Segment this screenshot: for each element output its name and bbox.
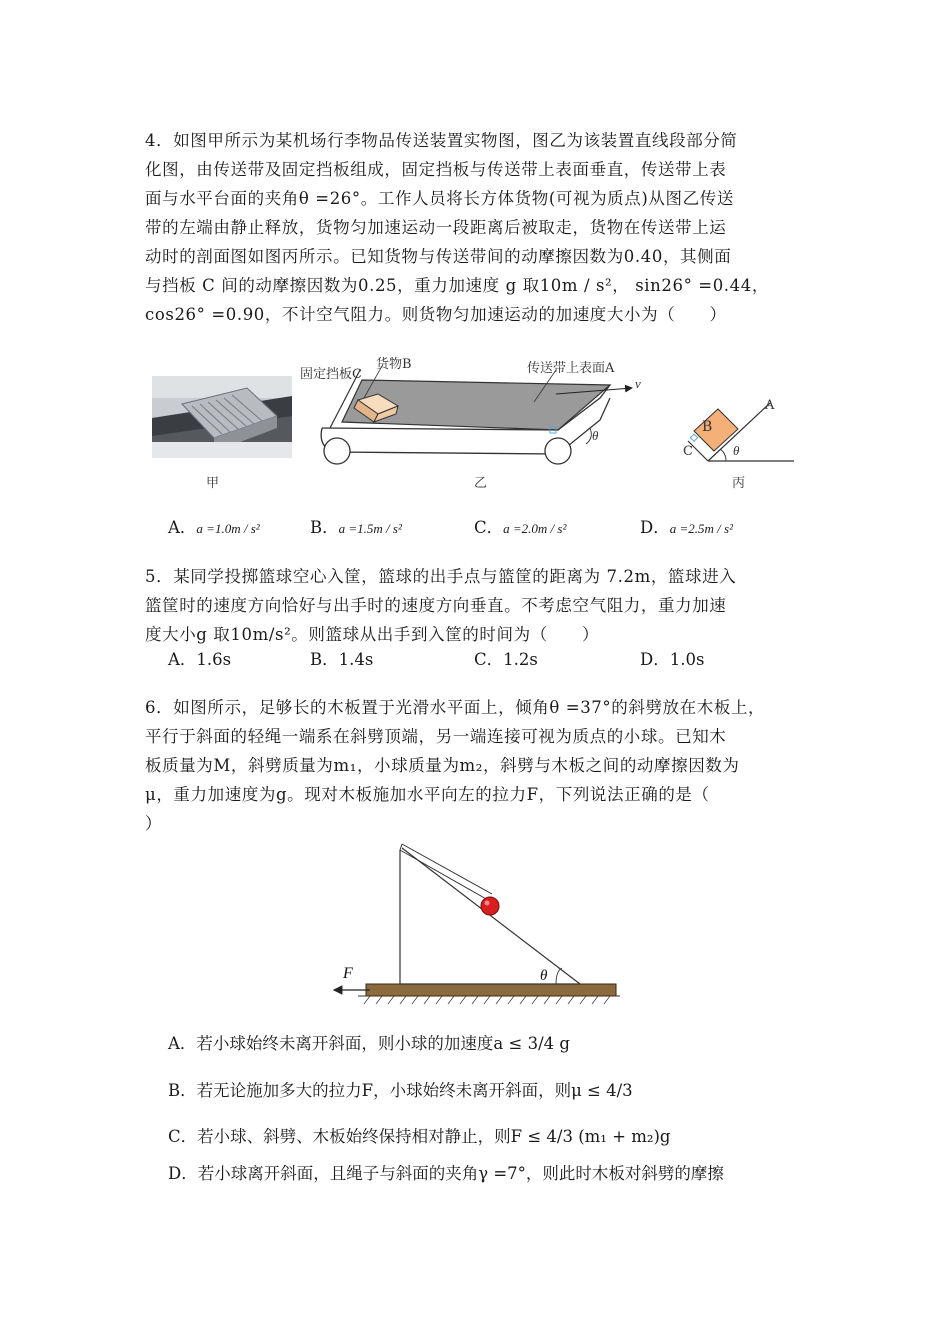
q6-line-3: 板质量为M，斜劈质量为m₁，小球质量为m₂，斜劈与木板之间的动摩擦因数为 [145, 756, 740, 775]
q5-option-d[interactable] [640, 646, 704, 670]
q5-option-c[interactable] [474, 646, 538, 670]
label-belt-surface: 传送带上表面A [527, 361, 615, 376]
roller-right [545, 438, 571, 464]
q4-line-2: 化图，由传送带及固定挡板组成，固定挡板与传送带上表面垂直，传送带上表 [145, 160, 727, 179]
option-text: 1.6s [196, 650, 232, 669]
option-text: a =1.5m / s² [338, 521, 402, 536]
label-v: v [635, 376, 641, 391]
q6-line-5: ） [145, 814, 163, 833]
q4-option-b[interactable] [310, 514, 402, 538]
q4-option-a[interactable] [168, 514, 260, 538]
q4-option-c[interactable] [474, 514, 566, 538]
q5-line-1: 5．某同学投掷篮球空心入筐，篮球的出手点与篮筐的距离为 7.2m，篮球进入 [145, 567, 737, 586]
label-fixed-board: 固定挡板C [300, 367, 362, 382]
label-b-bing: B [702, 419, 713, 435]
wedge-diagram [330, 828, 630, 1008]
box-b [694, 409, 738, 451]
option-letter: D． [168, 1164, 198, 1183]
option-text: 若小球始终未离开斜面，则小球的加速度a ≤ 3/4 g [196, 1034, 570, 1053]
roller-left [324, 438, 350, 464]
option-letter: B． [310, 650, 339, 669]
ball [481, 897, 499, 915]
option-text: 若小球离开斜面，且绳子与斜面的夹角γ =7°，则此时木板对斜劈的摩擦 [197, 1164, 724, 1183]
question-6 [145, 693, 810, 838]
q6-option-d[interactable] [168, 1160, 724, 1184]
option-letter: A． [168, 1034, 197, 1053]
label-bing: 丙 [732, 476, 746, 491]
option-text: a =2.0m / s² [503, 521, 567, 536]
q6-line-1: 6．如图所示，足够长的木板置于光滑水平面上，倾角θ =37°的斜劈放在木板上， [145, 698, 766, 717]
q4-line-7: cos26° =0.90，不计空气阻力。则货物匀加速运动的加速度大小为（ ） [145, 305, 727, 324]
option-text: 1.0s [669, 650, 705, 669]
q6-option-b[interactable] [168, 1077, 633, 1101]
q6-option-a[interactable] [168, 1030, 570, 1054]
label-theta-bing: θ [733, 443, 740, 458]
label-theta-q6: θ [540, 968, 548, 984]
option-text: a =2.5m / s² [669, 521, 733, 536]
option-letter: A． [168, 518, 197, 537]
option-letter: C． [474, 650, 504, 669]
q5-option-b[interactable] [310, 646, 373, 670]
label-c-bing: C [683, 444, 693, 459]
q4-line-6: 与挡板 C 间的动摩擦因数为0.25，重力加速度 g 取10m / s²， sin26° =0.44， [145, 276, 769, 295]
q5-option-a[interactable] [168, 646, 231, 670]
q4-line-3: 面与水平台面的夹角θ =26°。工作人员将长方体货物(可视为质点)从图乙传送 [145, 189, 734, 208]
option-text: 若小球、斜劈、木板始终保持相对静止，则F ≤ 4/3 (m₁ + m₂)g [197, 1127, 671, 1146]
label-jia: 甲 [206, 476, 220, 491]
label-theta-yi: θ [592, 428, 599, 443]
q4-line-4: 带的左端由静止释放，货物匀加速运动一段距离后被取走，货物在传送带上运 [145, 218, 727, 237]
option-text: a =1.0m / s² [196, 521, 260, 536]
option-letter: B． [168, 1081, 197, 1100]
q5-line-3: 度大小g 取10m/s²。则篮球从出手到入筐的时间为（ ） [145, 625, 600, 644]
option-letter: D． [640, 650, 670, 669]
option-letter: D． [640, 518, 670, 537]
cross-section-diagram [680, 395, 800, 465]
photo-conveyor [152, 376, 292, 458]
option-text: 1.4s [338, 650, 374, 669]
q5-line-2: 篮筐时的速度方向恰好与出手时的速度方向垂直。不考虑空气阻力，重力加速 [145, 596, 727, 615]
option-letter: B． [310, 518, 339, 537]
label-a-bing: A [765, 398, 775, 413]
option-text: 若无论施加多大的拉力F，小球始终未离开斜面，则μ ≤ 4/3 [196, 1081, 633, 1100]
wooden-board [366, 984, 616, 996]
label-cargo-b: 货物B [376, 357, 412, 372]
q6-line-2: 平行于斜面的轻绳一端系在斜劈顶端，另一端连接可视为质点的小球。已知木 [145, 727, 727, 746]
question-4 [145, 126, 810, 329]
label-f: F [343, 965, 353, 982]
q4-line-5: 动时的剖面图如图丙所示。已知货物与传送带间的动摩擦因数为0.40，其侧面 [145, 247, 732, 266]
wedge-slope [402, 848, 580, 984]
label-yi: 乙 [474, 476, 488, 491]
option-letter: C． [168, 1127, 198, 1146]
option-letter: A． [168, 650, 197, 669]
q4-option-d[interactable] [640, 514, 733, 538]
option-text: 1.2s [503, 650, 538, 669]
q6-line-4: μ，重力加速度为g。现对木板施加水平向左的拉力F，下列说法正确的是（ [145, 785, 710, 804]
q4-line-1: 4．如图甲所示为某机场行李物品传送装置实物图，图乙为该装置直线段部分简 [145, 131, 738, 150]
option-letter: C． [474, 518, 504, 537]
q6-option-c[interactable] [168, 1123, 670, 1147]
question-5 [145, 562, 810, 649]
